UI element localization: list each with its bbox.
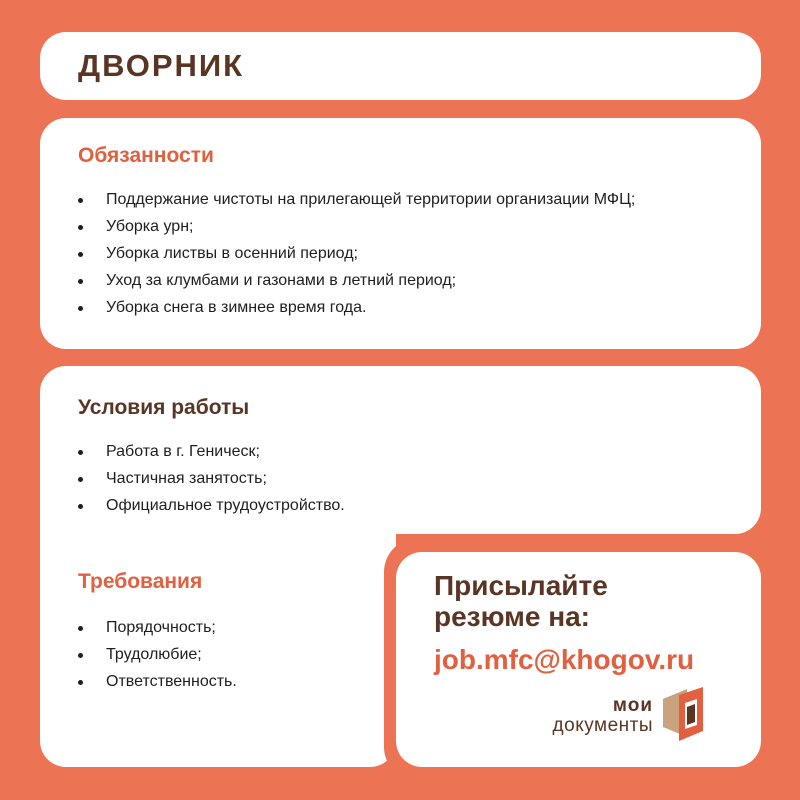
logo-bottom-text: документы	[552, 715, 653, 736]
title-card	[40, 32, 761, 100]
duties-list	[78, 186, 635, 321]
requirements-list	[78, 614, 237, 695]
list-item: Уборка листвы в осенний период;	[78, 240, 635, 267]
logo-mark-icon	[657, 685, 709, 743]
logo-top-text: мои	[612, 695, 653, 716]
list-item: Поддержание чистоты на прилегающей территории организации МФЦ;	[78, 186, 635, 213]
page-title: ДВОРНИК	[78, 48, 245, 83]
conditions-list	[78, 438, 345, 519]
list-item: Трудолюбие;	[78, 641, 237, 668]
list-item: Работа в г. Геническ;	[78, 438, 345, 465]
duties-card	[40, 118, 761, 349]
list-item: Уборка урн;	[78, 213, 635, 240]
requirements-heading: Требования	[78, 570, 203, 593]
list-item: Официальное трудоустройство.	[78, 492, 345, 519]
list-item: Уход за клумбами и газонами в летний период;	[78, 267, 635, 294]
list-item: Уборка снега в зимнее время года.	[78, 294, 635, 321]
contact-card	[396, 552, 761, 767]
list-item: Частичная занятость;	[78, 465, 345, 492]
conditions-heading: Условия работы	[78, 396, 250, 419]
send-resume-line2: резюме на:	[434, 601, 591, 632]
conditions-card	[40, 366, 761, 534]
list-item: Ответственность.	[78, 668, 237, 695]
send-resume-line1: Присылайте	[434, 570, 608, 601]
send-resume-title	[434, 570, 608, 632]
requirements-card	[40, 534, 396, 767]
moi-dokumenty-logo	[509, 685, 709, 745]
duties-heading: Обязанности	[78, 144, 214, 167]
email-link[interactable]: job.mfc@khogov.ru	[434, 644, 695, 675]
list-item: Порядочность;	[78, 614, 237, 641]
